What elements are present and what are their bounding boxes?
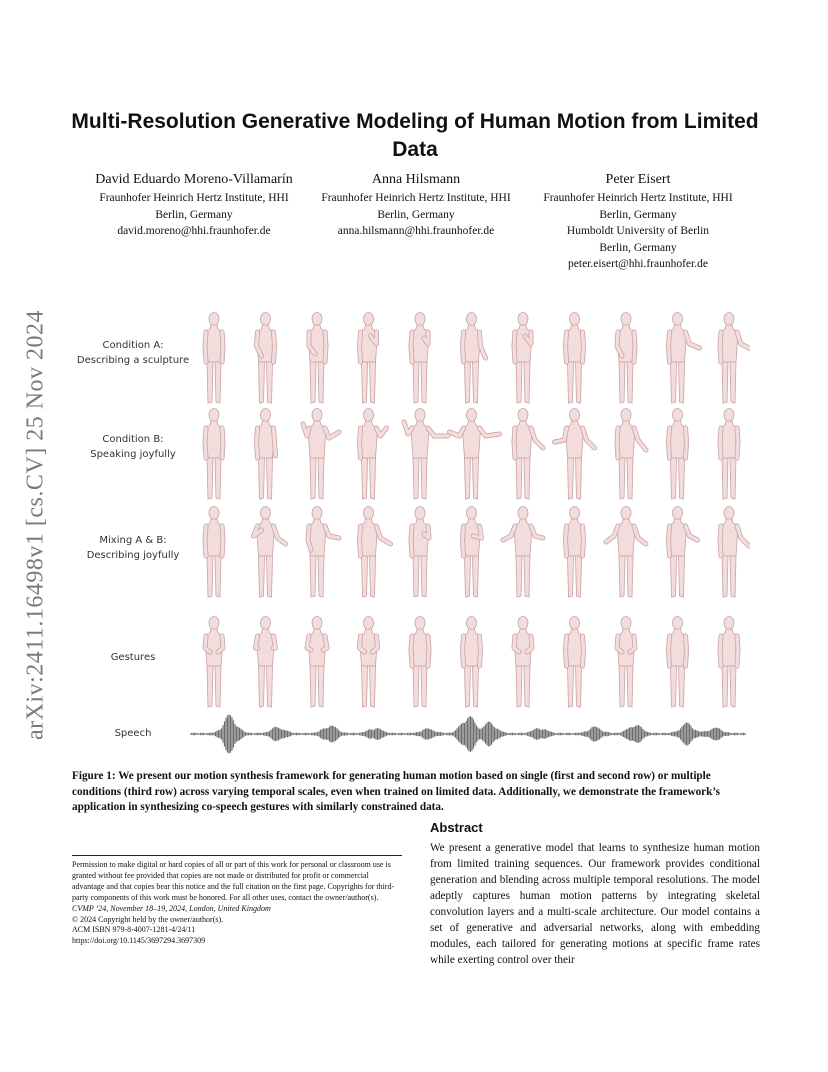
human-pose-figure [617, 313, 635, 404]
author-name: Anna Hilsmann [371, 172, 461, 187]
human-pose-figure [669, 313, 700, 404]
human-pose-figure [566, 507, 584, 598]
venue-line: CVMP ’24, November 18–19, 2024, London, United Kingdom [72, 903, 271, 913]
human-pose-figure [360, 507, 391, 598]
arxiv-stamp [20, 290, 52, 760]
author-location: Berlin, Germany [599, 208, 677, 221]
human-pose-figure [411, 313, 429, 404]
human-pose-figure [669, 617, 687, 708]
human-pose-figure [606, 507, 646, 598]
human-pose-figure [514, 313, 532, 404]
human-pose-figure [720, 409, 738, 500]
author-name: Peter Eisert [605, 172, 671, 187]
human-pose-figure [463, 313, 486, 404]
author-extra-affiliation: Humboldt University of Berlin [566, 225, 710, 237]
author-extra-location: Berlin, Germany [599, 241, 677, 254]
row-label-condition-a [70, 338, 196, 368]
row-label-line: Describing joyfully [86, 550, 180, 561]
waveform-trace [190, 715, 745, 754]
human-pose-figure [307, 617, 327, 708]
human-pose-figure [514, 409, 543, 500]
row-label-mixing [70, 533, 196, 563]
row-label-line: Condition B: [102, 434, 164, 445]
human-pose-figure [308, 507, 339, 598]
pose-row-condition-b [190, 404, 750, 502]
isbn-line: ACM ISBN 979-8-4007-1281-4/24/11 [72, 925, 196, 935]
row-label-line: Mixing A & B: [99, 535, 167, 546]
pose-row-gestures [190, 612, 750, 710]
author-email[interactable]: david.moreno@hhi.fraunhofer.de [117, 225, 271, 237]
human-pose-figure [617, 617, 635, 708]
human-pose-figure [720, 313, 750, 404]
human-pose-figure [360, 617, 378, 708]
doi-link[interactable]: https://doi.org/10.1145/3697294.3697309 [72, 936, 206, 946]
row-label-speech [70, 726, 196, 741]
abstract-heading: Abstract [430, 820, 483, 835]
row-label-line: Describing a sculpture [76, 355, 190, 366]
human-pose-figure [514, 617, 532, 708]
human-pose-figure [411, 507, 429, 598]
human-pose-figure [254, 507, 286, 598]
pose-row-condition-a [190, 308, 750, 406]
abstract-text: We present a generative model that learns to synthesize human motion from limited training sequences. Our framework provides conditional generation and blending across multiple temporal resolutions. The model adeptly captures human motion patterns by integrating skeletal convolution layers and a multi-scale architecture. Our model contains a set of generative and adversarial networks, along with embedding modules, each tailored for generating motions at specific frame rates while exerting control over their [430, 842, 760, 966]
author-affiliation: Fraunhofer Heinrich Hertz Institute, HHI [321, 192, 511, 204]
human-pose-figure [411, 617, 429, 708]
human-pose-figure [205, 313, 223, 404]
author-affiliation: Fraunhofer Heinrich Hertz Institute, HHI [543, 192, 733, 204]
human-pose-figure [669, 507, 698, 598]
human-pose-figure [404, 409, 448, 500]
author-block-2 [312, 170, 520, 240]
author-location: Berlin, Germany [155, 208, 233, 221]
human-pose-figure [450, 409, 500, 500]
pose-row-mixing [190, 502, 750, 600]
paper-title: Multi-Resolution Generative Modeling of Human Motion from Limited Data [71, 110, 759, 161]
human-pose-figure [360, 409, 387, 500]
human-pose-figure [617, 409, 646, 500]
human-pose-figure [463, 617, 481, 708]
arxiv-id: arXiv:2411.16498v1 [cs.CV] 25 Nov 2024 [22, 309, 49, 741]
human-pose-figure [463, 507, 482, 598]
row-label-line: Gestures [110, 652, 156, 663]
row-label-line: Speech [114, 728, 152, 739]
human-pose-figure [720, 507, 749, 598]
human-pose-figure [256, 617, 276, 708]
human-pose-figure [566, 617, 584, 708]
human-pose-figure [555, 409, 595, 500]
permission-notice: Permission to make digital or hard copies of all or part of this work for personal or classroom use is granted without fee provided that copies are not made or distributed for profit or commercial advantage and that copies bear this notice and the full citation on the first page. Copyrights for third-party components of this work must be honored. For all other uses, contact the owner/author(s). [72, 860, 395, 902]
permission-block [72, 855, 402, 947]
human-pose-figure [257, 409, 276, 500]
row-label-line: Condition A: [102, 340, 164, 351]
row-label-gestures [70, 650, 196, 665]
human-pose-figure [205, 617, 223, 708]
human-pose-figure [257, 313, 275, 404]
author-email[interactable]: peter.eisert@hhi.fraunhofer.de [568, 258, 708, 270]
human-pose-figure [303, 409, 339, 500]
copyright-line: © 2024 Copyright held by the owner/author(s). [72, 914, 224, 924]
human-pose-figure [720, 617, 738, 708]
human-pose-figure [308, 313, 326, 404]
human-pose-figure [566, 313, 584, 404]
human-pose-figure [503, 507, 543, 598]
figure-caption: Figure 1: We present our motion synthesis framework for generating human motion based on single (first and second row) or multiple conditions (third row) across varying temporal scales, even when trained on limited data. Additionally, we demonstrate the framework’s application in synthesizing co-speech gestures with similarly constrained data. [72, 770, 721, 813]
row-label-condition-b [70, 432, 196, 462]
author-affiliation: Fraunhofer Heinrich Hertz Institute, HHI [99, 192, 289, 204]
human-pose-figure [360, 313, 378, 404]
human-pose-figure [205, 409, 223, 500]
author-email[interactable]: anna.hilsmann@hhi.fraunhofer.de [337, 225, 495, 237]
speech-waveform [190, 712, 746, 756]
author-block-3 [534, 170, 742, 273]
author-location: Berlin, Germany [377, 208, 455, 221]
human-pose-figure [205, 507, 223, 598]
row-label-line: Speaking joyfully [90, 449, 176, 460]
author-name: David Eduardo Moreno-Villamarín [95, 172, 293, 187]
figure-1 [60, 300, 760, 760]
human-pose-figure [669, 409, 687, 500]
author-block-1 [88, 170, 300, 240]
